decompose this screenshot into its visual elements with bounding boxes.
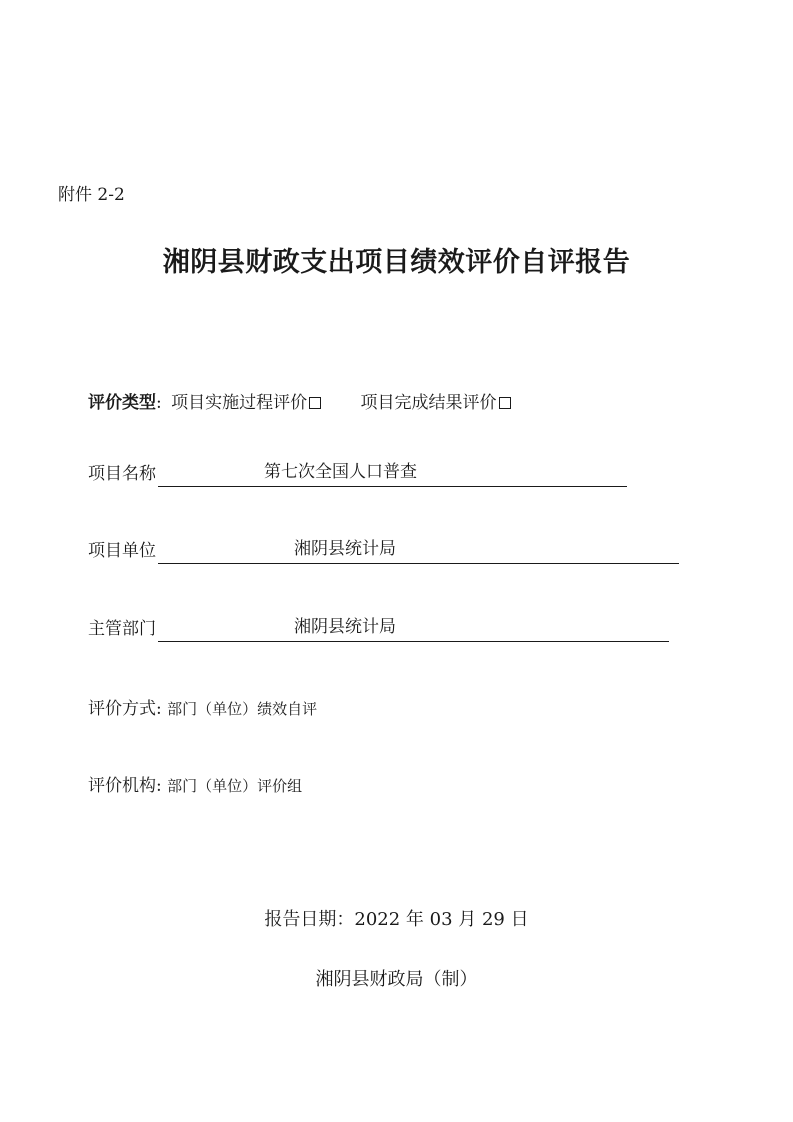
- evaluation-type-label: 评价类型: [88, 393, 156, 413]
- option-result-label: 项目完成结果评价: [360, 393, 497, 413]
- competent-department-row: [88, 616, 669, 642]
- project-unit-underline: [158, 539, 679, 564]
- competent-department-underline: [158, 617, 669, 642]
- report-date: 报告日期：2022 年 03 月 29 日: [264, 909, 529, 930]
- project-unit-value: 湘阴县统计局: [294, 539, 396, 559]
- page-title: 湘阴县财政支出项目绩效评价自评报告: [162, 247, 631, 278]
- issuer-line: 湘阴县财政局（制）: [315, 969, 478, 990]
- project-unit-row: [88, 538, 679, 564]
- evaluation-method-value: 部门（单位）绩效自评: [167, 700, 318, 718]
- project-name-label: 项目名称: [88, 464, 156, 484]
- project-unit-label: 项目单位: [88, 541, 156, 561]
- project-name-underline: [158, 462, 627, 487]
- project-name-value: 第七次全国人口普查: [264, 462, 417, 482]
- attachment-label: 附件 2-2: [58, 185, 125, 205]
- competent-department-value: 湘阴县统计局: [294, 617, 396, 637]
- option-process-checkbox[interactable]: [309, 397, 321, 409]
- evaluation-method-row: [88, 696, 317, 722]
- evaluation-agency-label: 评价机构:: [88, 776, 162, 796]
- option-result-checkbox[interactable]: [499, 397, 511, 409]
- evaluation-type-separator: :: [156, 393, 162, 413]
- competent-department-label: 主管部门: [88, 619, 156, 639]
- option-process-label: 项目实施过程评价: [171, 393, 308, 413]
- project-name-row: [88, 461, 627, 487]
- evaluation-agency-value: 部门（单位）评价组: [167, 777, 303, 795]
- evaluation-agency-row: [88, 773, 302, 799]
- evaluation-method-label: 评价方式:: [88, 699, 162, 719]
- evaluation-type-row: [88, 390, 511, 416]
